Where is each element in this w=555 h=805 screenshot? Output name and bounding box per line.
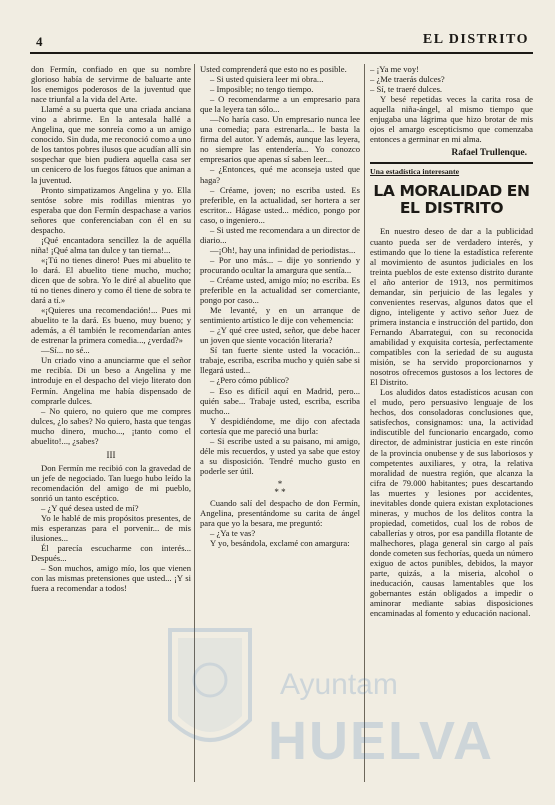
paragraph: Usted comprenderá que esto no es posible. — [200, 64, 347, 74]
paragraph: – ¿Entonces, qué me aconseja usted que haga? — [200, 164, 360, 185]
column-divider — [194, 64, 195, 782]
paragraph: Los aludidos datos estadísticos acusan con el mudo, pero persuasivo lenguaje de los hechos, dos consoladoras conclusiones que, satisfechos, consignamos: una, la actividad indiscutible del funcionario encargado, como director, de administrar justicia en este rincón de la provincia onubense y de sus laboriosos y competentes auxiliares, y otra, la relativa moralidad de nuestra región, que alcanza la cifra de 79.000 habitantes; pues descartando las muertes y lesiones por accidentes, inevitables donde quiera existan explotaciones mineras, y muchos de los delitos contra la propiedad, cometidos, cual los de robos de caballerías y otros, por esa pandilla flotante de malhechores, plaga general sin cargo al país donde cometen sus fechorías, queda un número exiguo de actos punibles, debidos, la mayor parte, quizás, a la miseria, alcohol o ineducación, causas lamentables que los gobernantes están obligados a impedir o aminorar mediante sabias disposiciones encaminadas al fomento y educación nacional. — [370, 387, 533, 619]
masthead-title: EL DISTRITO — [422, 32, 529, 47]
paragraph: – ¿Y qué cree usted, señor, que debe hacer un joven que siente vocación literaria? — [200, 325, 360, 346]
paragraph: – Créame usted, amigo mío; no escriba. Es preferible en la actualidad ser comerciante, pongo por caso... — [200, 274, 360, 306]
paragraph: – Si usted quisiera leer mi obra... — [210, 74, 324, 85]
watermark-text: Ayuntam — [280, 668, 398, 701]
paragraph: Cuando salí del despacho de don Fermín, Angelina, presentándome su carita de ángel para que yo la besara, me preguntó: — [200, 497, 360, 529]
watermark-text: HUELVA — [268, 711, 494, 771]
paragraph: – Imposible; no tengo tiempo. — [210, 84, 314, 95]
column-1 — [31, 64, 191, 786]
paragraph: – Si escribe usted a su paisano, mi amigo, déle mis recuerdos, y usted ya sabe que estoy a su disposición. Tendré mucho gusto en poderle ser útil. — [200, 435, 360, 476]
paragraph: Pronto simpatizamos Angelina y yo. Ella sentóse sobre mis rodillas mientras yo esperaba que don Fermín despachase a varios señores que conferenciaban con él en su despacho. — [31, 184, 191, 235]
page-header — [30, 32, 533, 54]
article-headline: LA MORALIDAD EN EL DISTRITO — [373, 182, 530, 218]
author-signature: Rafael Trullenque. — [451, 148, 527, 159]
page-number: 4 — [36, 34, 43, 49]
column-2 — [200, 64, 360, 786]
section-separator: * * * — [274, 478, 286, 497]
paragraph: – Eso es difícil aquí en Madrid, pero... quién sabe... Trabaje usted, escriba, escriba mucho... — [200, 385, 360, 416]
paragraph: – Sí, te traeré dulces. — [370, 84, 443, 95]
paragraph: —¡Oh!, hay una infinidad de periodistas... — [210, 244, 356, 255]
paragraph: En nuestro deseo de dar a la publicidad cuanto pueda ser de verdadero interés, y estimando que lo tiene la estadística referente al movimiento de asuntos judiciales en los treinta pueblos de este extenso distrito durante el año anterior de 1913, nos permitimos demandar, sin perjuicio de las legales y convenientes reservas, algunos datos que el digno, inteligente y activo señor Juez de primera instancia e instrucción del partido, don Fernando Abarrategui, con su reconocida amabilidad y exquisita cortesía, perfectamente compatibles con la seriedad de su augusta misión, se ha servido proporcionarnos y nosotros ofrecemos gustosos a los lectores de El Distrito. — [370, 226, 533, 388]
paragraph: «¡Quieres una recomendación!... Pues mi abuelito te la dará. Es bueno, muy bueno; y además, a él también le recomendarían antes de estrenar la primera comedia..., ¿verdad?» — [31, 305, 191, 346]
section-number: III — [106, 449, 116, 460]
paragraph: don Fermín, confiado en que su nombre glorioso había de servirme de baluarte ante los enemigos poderosos de la juventud que nace triunfal a la vida del Arte. — [31, 64, 191, 105]
paragraph: —No haría caso. Un empresario nunca lee una comedia; para estrenarla... le basta la firma del autor. Y además, aunque las leyera, no siempre las entendería... Yo conozco empresarios que apenas sí saben leer... — [200, 114, 360, 165]
paragraph: Don Fermín me recibió con la gravedad de un jefe de negociado. Tan luego hubo leído la recomendación del amigo de mi pueblo, sonrió un tanto escéptico. — [31, 462, 191, 503]
paragraph: – Si usted me recomendara a un director de diario... — [200, 224, 360, 245]
paragraph: – ¿Pero cómo público? — [210, 375, 289, 386]
paragraph: «¡Tú no tienes dinero! Pues mi abuelito te lo dará. El abuelito tiene mucho, mucho; dicen que de sobra. Yo le diré al abuelito que tú no tienes dinero y como él tiene de sobra te dará a tí.» — [31, 254, 191, 306]
paragraph: Llamé a su puerta que una criada anciana vino a abrirme. En la antesala hallé a Angelina, que me sonreía como a un amigo conocido. Sin duda, me reconoció como a uno de los tantos pobres ilusos que acudían allí sin sospechar que bien pudiera aquella casa ser un cenicero de los fuegos fátuos que animan a la juventud. — [31, 104, 191, 185]
paragraph: – ¿Y qué desea usted de mí? — [41, 503, 139, 514]
article-kicker: Una estadística interesante — [370, 167, 460, 177]
paragraph: Y yo, besándola, exclamé con amargura: — [210, 538, 350, 549]
paragraph: – No quiero, no quiero que me compres dulces, ¿lo sabes? No quiero, hasta que tengas mucho dinero, mucho..., ¡tanto como el abuelito!..., ¿sabes? — [31, 405, 191, 446]
paragraph: – O recomendarme a un empresario para que la leyera tan sólo... — [200, 94, 360, 115]
paragraph: – Son muchos, amigo mío, los que vienen con las mismas pretensiones que usted... ¡Y si fuera a recomendar a todos! — [31, 563, 191, 594]
paragraph: ¡Qué encantadora sencillez la de aquélla niña! ¡Qué alma tan dulce y tan tierna!... — [31, 234, 191, 255]
article-divider — [370, 162, 533, 164]
paragraph: – ¿Ya te vas? — [210, 528, 256, 539]
paragraph: —Sí... no sé... — [41, 345, 90, 356]
column-divider — [364, 64, 365, 782]
paragraph: Me levanté, y en un arranque de sentimiento artístico le dije con vehemencia: — [200, 305, 360, 326]
paragraph: – Créame, joven; no escriba usted. Es preferible, en la actualidad, ser hortera a ser escritor... Hágase usted... médico, pongo por caso, o ingeniero... — [200, 184, 360, 225]
column-3 — [370, 64, 533, 786]
paragraph: – ¿Me traerás dulces? — [370, 74, 445, 85]
paragraph: – ¡Ya me voy! — [370, 64, 420, 74]
paragraph: Y despidiéndome, me dijo con afectada cortesía que me pareció una burla: — [200, 415, 360, 436]
paragraph: – Por uno más... – dije yo sonriendo y procurando ocultar la amargura que sentía... — [200, 254, 360, 275]
paragraph: Y besé repetidas veces la carita rosa de aquella niña-ángel, al mismo tiempo que enjugaba una lágrima que hizo brotar de mis ojos el amargo escepticismo que comenzaba entonces a germinar en mi alma. — [370, 94, 533, 145]
paragraph: Yo le hablé de mis propósitos presentes, de mis esperanzas para el porvenir... de mis ilusiones... — [31, 513, 191, 544]
paragraph: Un criado vino a anunciarme que el señor me recibía. Di un beso a Angelina y me introduje en el despacho del viejo literato don Fermín. Angelina me había dispensado de comprarle dulces. — [31, 355, 191, 406]
paragraph: Sí tan fuerte siente usted la vocación... trabaje, escriba, escriba mucho y quién sabe si llegará usted... — [200, 345, 360, 376]
paragraph: Él parecía escucharme con interés... Después... — [31, 543, 191, 564]
